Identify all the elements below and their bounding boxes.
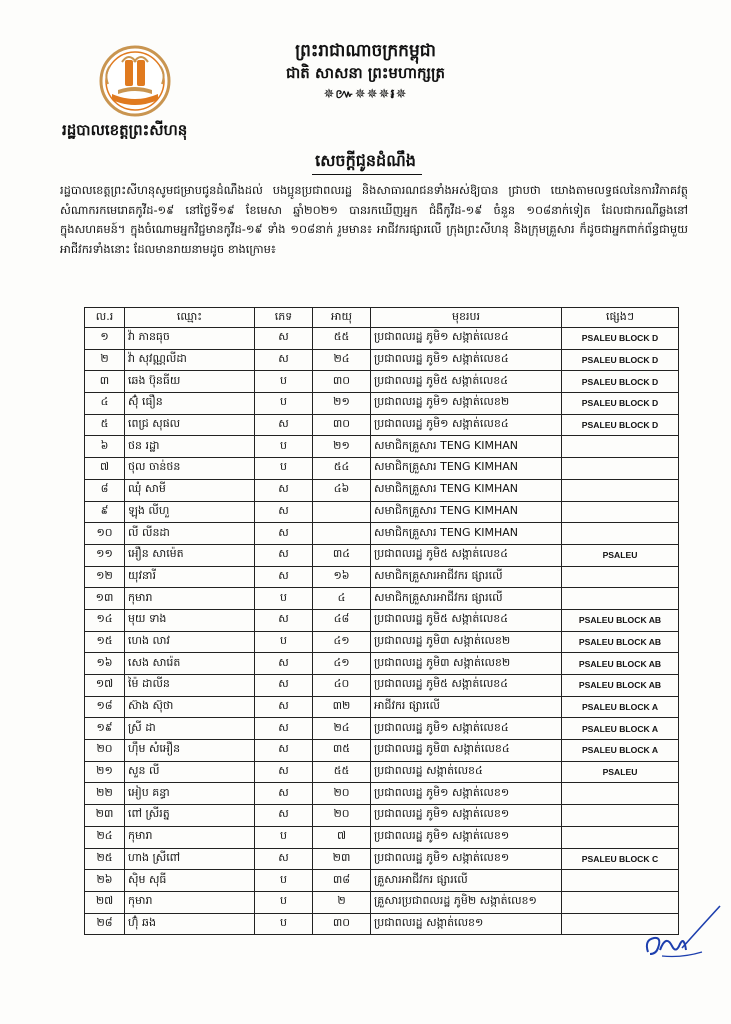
cell-sex: ស <box>255 783 313 805</box>
cell-name: វ៉ា ភានធុច <box>125 328 255 350</box>
cell-occupation: សមាជិកគ្រួសារ TENG KIMHAN <box>371 501 562 523</box>
cell-occupation: ប្រជាពលរដ្ឋ ភូមិ៣ សង្កាត់លេខ៤ <box>371 740 562 762</box>
cell-age: ២១ <box>313 393 371 415</box>
cell-sex: ប <box>255 393 313 415</box>
cell-number: ២៣ <box>85 805 125 827</box>
cell-number: ១២ <box>85 566 125 588</box>
cell-age: ២០ <box>313 783 371 805</box>
cell-number: ២៤ <box>85 826 125 848</box>
cell-number: ៥ <box>85 414 125 436</box>
cell-sex: ប <box>255 436 313 458</box>
cell-name: កុមារា <box>125 826 255 848</box>
table-row <box>85 414 679 436</box>
cell-number: ២៨ <box>85 913 125 935</box>
cell-name: ហ៊ុំ ឆង <box>125 913 255 935</box>
cell-occupation: គ្រួសារប្រជាពលរដ្ឋ ភូមិ២ សង្កាត់លេខ១ <box>371 891 562 913</box>
table-row <box>85 761 679 783</box>
cell-sex: ប <box>255 631 313 653</box>
cell-occupation: សមាជិកគ្រួសារ TENG KIMHAN <box>371 458 562 480</box>
cell-occupation: ប្រជាពលរដ្ឋ ភូមិ១ សង្កាត់លេខ៤ <box>371 718 562 740</box>
cell-name: ថន រដ្ឋា <box>125 436 255 458</box>
table-row <box>85 436 679 458</box>
cell-occupation: គ្រួសារអាជីវករ ផ្សារលើ <box>371 870 562 892</box>
cell-age: ១៦ <box>313 566 371 588</box>
table-body <box>85 328 679 935</box>
table-row <box>85 349 679 371</box>
cell-other <box>562 588 679 610</box>
table-row <box>85 913 679 935</box>
cell-number: ១៨ <box>85 696 125 718</box>
cell-name: ហេង លាវ <box>125 631 255 653</box>
cell-sex: ស <box>255 696 313 718</box>
title-underline <box>312 174 422 175</box>
cell-age: ៣០ <box>313 913 371 935</box>
cell-age <box>313 523 371 545</box>
cell-occupation: ប្រជាពលរដ្ឋ សង្កាត់លេខ១ <box>371 913 562 935</box>
cell-sex: ស <box>255 653 313 675</box>
cell-name: ស៊ាង ស៊ុថា <box>125 696 255 718</box>
cell-sex: ប <box>255 371 313 393</box>
cell-age: ៣៤ <box>313 544 371 566</box>
table-row <box>85 805 679 827</box>
table-row <box>85 718 679 740</box>
cell-name: អឿន សាម៉េត <box>125 544 255 566</box>
cell-number: ៦ <box>85 436 125 458</box>
cell-other <box>562 458 679 480</box>
col-header-other: ផ្សេងៗ <box>562 308 679 328</box>
cell-number: ១៤ <box>85 609 125 631</box>
cell-name: ហាង ស្រីពៅ <box>125 848 255 870</box>
cell-occupation: សមាជិកគ្រួសារអាជីវករ ផ្សារលើ <box>371 588 562 610</box>
cell-number: ១៩ <box>85 718 125 740</box>
cell-sex: ស <box>255 761 313 783</box>
cell-age: ៣៥ <box>313 740 371 762</box>
cell-sex: ស <box>255 609 313 631</box>
cell-sex: ប <box>255 870 313 892</box>
table-row <box>85 609 679 631</box>
cell-sex: ស <box>255 414 313 436</box>
cell-other <box>562 479 679 501</box>
issuing-authority: រដ្ឋបាលខេត្តព្រះសីហនុ <box>62 121 188 139</box>
col-header-age: អាយុ <box>313 308 371 328</box>
cell-sex: ប <box>255 826 313 848</box>
handwritten-signature <box>642 900 724 964</box>
cell-sex: ស <box>255 523 313 545</box>
col-header-sex: ភេទ <box>255 308 313 328</box>
cell-sex: ស <box>255 566 313 588</box>
cell-other <box>562 501 679 523</box>
table-row <box>85 675 679 697</box>
cell-occupation: សមាជិកគ្រួសារ TENG KIMHAN <box>371 479 562 501</box>
cell-other: PSALEU BLOCK D <box>562 393 679 415</box>
cell-number: ១៦ <box>85 653 125 675</box>
cell-age: ៤៦ <box>313 479 371 501</box>
cell-age: ២៣ <box>313 848 371 870</box>
cell-occupation: ប្រជាពលរដ្ឋ សង្កាត់លេខ៤ <box>371 761 562 783</box>
cell-number: ១៥ <box>85 631 125 653</box>
cell-sex: ស <box>255 544 313 566</box>
cell-occupation: សមាជិកគ្រួសារអាជីវករ ផ្សារលើ <box>371 566 562 588</box>
cell-other <box>562 783 679 805</box>
cell-name: លី លីនដា <box>125 523 255 545</box>
table-row <box>85 566 679 588</box>
cell-occupation: ប្រជាពលរដ្ឋ ភូមិ១ សង្កាត់លេខ១ <box>371 783 562 805</box>
cell-age: ៣៨ <box>313 870 371 892</box>
cell-other: PSALEU BLOCK AB <box>562 609 679 631</box>
cell-other: PSALEU BLOCK D <box>562 328 679 350</box>
cell-other <box>562 566 679 588</box>
cell-other: PSALEU BLOCK A <box>562 718 679 740</box>
cell-other: PSALEU BLOCK AB <box>562 631 679 653</box>
cell-sex: ស <box>255 848 313 870</box>
table-row <box>85 740 679 762</box>
cell-other: PSALEU BLOCK D <box>562 371 679 393</box>
cell-name: ថុល ចាន់ថន <box>125 458 255 480</box>
cell-other: PSALEU <box>562 761 679 783</box>
cell-age: ៣២ <box>313 696 371 718</box>
cell-age: ៤៨ <box>313 609 371 631</box>
cell-sex: ស <box>255 501 313 523</box>
cell-age: ២១ <box>313 436 371 458</box>
table-row <box>85 371 679 393</box>
cell-other: PSALEU BLOCK A <box>562 696 679 718</box>
cell-sex: ស <box>255 349 313 371</box>
cell-name: ឈុំ សាមី <box>125 479 255 501</box>
col-header-number: ល.រ <box>85 308 125 328</box>
cell-occupation: ប្រជាពលរដ្ឋ ភូមិ១ សង្កាត់លេខ២ <box>371 393 562 415</box>
cell-occupation: ប្រជាពលរដ្ឋ ភូមិ៣ សង្កាត់លេខ២ <box>371 631 562 653</box>
cell-number: ១៧ <box>85 675 125 697</box>
cell-name: ឆេង ប៊ុនធីយ <box>125 371 255 393</box>
cell-occupation: ប្រជាពលរដ្ឋ ភូមិ៥ សង្កាត់លេខ៤ <box>371 544 562 566</box>
cell-number: ៧ <box>85 458 125 480</box>
table-row <box>85 328 679 350</box>
cell-number: ៨ <box>85 479 125 501</box>
document-title: សេចក្តីជូនដំណឹង <box>315 151 416 170</box>
table-row <box>85 501 679 523</box>
cell-name: យុវនារី <box>125 566 255 588</box>
cell-number: ២០ <box>85 740 125 762</box>
cell-age: ៤១ <box>313 653 371 675</box>
table-row <box>85 696 679 718</box>
cell-age: ២ <box>313 891 371 913</box>
cell-age <box>313 501 371 523</box>
table-row <box>85 826 679 848</box>
cell-age: ៤០ <box>313 675 371 697</box>
cell-occupation: សមាជិកគ្រួសារ TENG KIMHAN <box>371 436 562 458</box>
cell-number: ២១ <box>85 761 125 783</box>
col-header-occupation: មុខរបរ <box>371 308 562 328</box>
cell-number: ២២ <box>85 783 125 805</box>
cell-occupation: សមាជិកគ្រួសារ TENG KIMHAN <box>371 523 562 545</box>
cell-other <box>562 870 679 892</box>
cell-occupation: ប្រជាពលរដ្ឋ ភូមិ៥ សង្កាត់លេខ៤ <box>371 609 562 631</box>
cell-number: ៤ <box>85 393 125 415</box>
table-row <box>85 870 679 892</box>
cell-number: ៩ <box>85 501 125 523</box>
cell-name: ស្រី ដា <box>125 718 255 740</box>
cell-age: ៧ <box>313 826 371 848</box>
cell-age: ៣០ <box>313 414 371 436</box>
cell-sex: ប <box>255 913 313 935</box>
cell-age: ៣០ <box>313 371 371 393</box>
cell-occupation: អាជីវករ ផ្សារលើ <box>371 696 562 718</box>
cell-other: PSALEU BLOCK AB <box>562 675 679 697</box>
cell-other <box>562 805 679 827</box>
cell-age: ២៤ <box>313 349 371 371</box>
cell-age: ៤១ <box>313 631 371 653</box>
cell-other: PSALEU BLOCK AB <box>562 653 679 675</box>
ornament-divider: ✵៚✵✵✵៛✵ <box>323 87 408 102</box>
kingdom-heading: ព្រះរាជាណាចក្រកម្ពុជា <box>295 41 436 61</box>
table-row <box>85 393 679 415</box>
cell-sex: ស <box>255 805 313 827</box>
cases-table <box>84 307 679 935</box>
cell-name: សេង សារ៉េត <box>125 653 255 675</box>
cell-number: ១០ <box>85 523 125 545</box>
cell-sex: ប <box>255 458 313 480</box>
cell-occupation: ប្រជាពលរដ្ឋ ភូមិ១ សង្កាត់លេខ១ <box>371 848 562 870</box>
table-row <box>85 588 679 610</box>
table-header-row <box>85 308 679 328</box>
cell-age: ៤ <box>313 588 371 610</box>
cell-name: អៀប គន្ធា <box>125 783 255 805</box>
cell-number: ២៧ <box>85 891 125 913</box>
cell-other: PSALEU BLOCK D <box>562 349 679 371</box>
table-row <box>85 479 679 501</box>
cell-other: PSALEU BLOCK D <box>562 414 679 436</box>
table-row <box>85 631 679 653</box>
table-row <box>85 848 679 870</box>
col-header-name: ឈ្មោះ <box>125 308 255 328</box>
cell-number: ២៦ <box>85 870 125 892</box>
cell-number: ២៥ <box>85 848 125 870</box>
cell-name: មុយ ទាង <box>125 609 255 631</box>
cell-other <box>562 523 679 545</box>
cell-other: PSALEU BLOCK C <box>562 848 679 870</box>
cell-name: ពេជ្រ សុផល <box>125 414 255 436</box>
cell-number: ១៣ <box>85 588 125 610</box>
cell-name: ស៊ុំ ធឿន <box>125 393 255 415</box>
cell-name: ម៉ៃ ដាលីន <box>125 675 255 697</box>
cell-sex: ស <box>255 675 313 697</box>
cell-occupation: ប្រជាពលរដ្ឋ ភូមិ៣ សង្កាត់លេខ២ <box>371 653 562 675</box>
intro-paragraph: រដ្ឋបាលខេត្តព្រះសីហនុសូមជម្រាបជូនដំណឹងដល់ បងប្អូនប្រជាពលរដ្ឋ និងសាធារណជនទាំងអស់ឱ្យបាន ជ្រាបថា យោងតាមលទ្ធផលនៃការវិភាគវត្ថុសំណាករកមេរោគកូវីដ-១៩ នៅថ្ងៃទី១៩ ខែមេសា ឆ្នាំ២០២១ បានរកឃើញអ្នក ជំងឺកូវីដ-១៩ ចំនួន ១០៨នាក់ទៀត ដែលជាករណីឆ្លងនៅក្នុងសហគមន៍។ ក្នុងចំណោមអ្នកវិជ្ជមានកូវីដ-១៩ ទាំង ១០៨នាក់ រួមមាន៖ អាជីវករផ្សារលើ ក្រុងព្រះសីហនុ និងក្រុមគ្រួសារ ក៏ដូចជាអ្នកពាក់ព័ន្ធជាមួយអាជីវករទាំងនោះ ដែលមានរាយនាមដូច ខាងក្រោម៖ <box>60 183 688 256</box>
table-row <box>85 458 679 480</box>
cell-other: PSALEU <box>562 544 679 566</box>
cell-number: ១ <box>85 328 125 350</box>
cell-name: សួន លី <box>125 761 255 783</box>
cell-name: កុមារា <box>125 891 255 913</box>
table-row <box>85 523 679 545</box>
cell-name: ហ៊ឹម សំអឿន <box>125 740 255 762</box>
cell-name: ឡុង លីហួ <box>125 501 255 523</box>
cell-sex: ប <box>255 588 313 610</box>
cell-sex: ស <box>255 740 313 762</box>
cell-occupation: ប្រជាពលរដ្ឋ ភូមិ១ សង្កាត់លេខ៤ <box>371 414 562 436</box>
cell-sex: ស <box>255 718 313 740</box>
cell-number: ១១ <box>85 544 125 566</box>
cell-occupation: ប្រជាពលរដ្ឋ ភូមិ១ សង្កាត់លេខ៤ <box>371 328 562 350</box>
cell-occupation: ប្រជាពលរដ្ឋ ភូមិ៥ សង្កាត់លេខ៤ <box>371 371 562 393</box>
cell-name: ពៅ ស្រីរត្ន <box>125 805 255 827</box>
cell-name: វ៉ា សុវណ្ណលីដា <box>125 349 255 371</box>
cell-occupation: ប្រជាពលរដ្ឋ ភូមិ១ សង្កាត់លេខ១ <box>371 826 562 848</box>
cell-other: PSALEU BLOCK A <box>562 740 679 762</box>
cell-age: ២៤ <box>313 718 371 740</box>
cell-age: ៥៥ <box>313 328 371 350</box>
cell-occupation: ប្រជាពលរដ្ឋ ភូមិ១ សង្កាត់លេខ៤ <box>371 349 562 371</box>
table-row <box>85 653 679 675</box>
table-row <box>85 891 679 913</box>
cell-name: កុមារា <box>125 588 255 610</box>
table-row <box>85 544 679 566</box>
cell-other <box>562 436 679 458</box>
cell-age: ៥៥ <box>313 761 371 783</box>
table-row <box>85 783 679 805</box>
cell-occupation: ប្រជាពលរដ្ឋ ភូមិ៥ សង្កាត់លេខ៤ <box>371 675 562 697</box>
cell-sex: ស <box>255 479 313 501</box>
cell-number: ២ <box>85 349 125 371</box>
cell-age: ៥៤ <box>313 458 371 480</box>
cell-sex: ស <box>255 328 313 350</box>
national-motto: ជាតិ សាសនា ព្រះមហាក្សត្រ <box>286 64 445 82</box>
cell-sex: ប <box>255 891 313 913</box>
cell-occupation: ប្រជាពលរដ្ឋ ភូមិ១ សង្កាត់លេខ១ <box>371 805 562 827</box>
cell-age: ២០ <box>313 805 371 827</box>
cell-name: ស៊ិម សុធី <box>125 870 255 892</box>
cell-other <box>562 826 679 848</box>
cell-number: ៣ <box>85 371 125 393</box>
